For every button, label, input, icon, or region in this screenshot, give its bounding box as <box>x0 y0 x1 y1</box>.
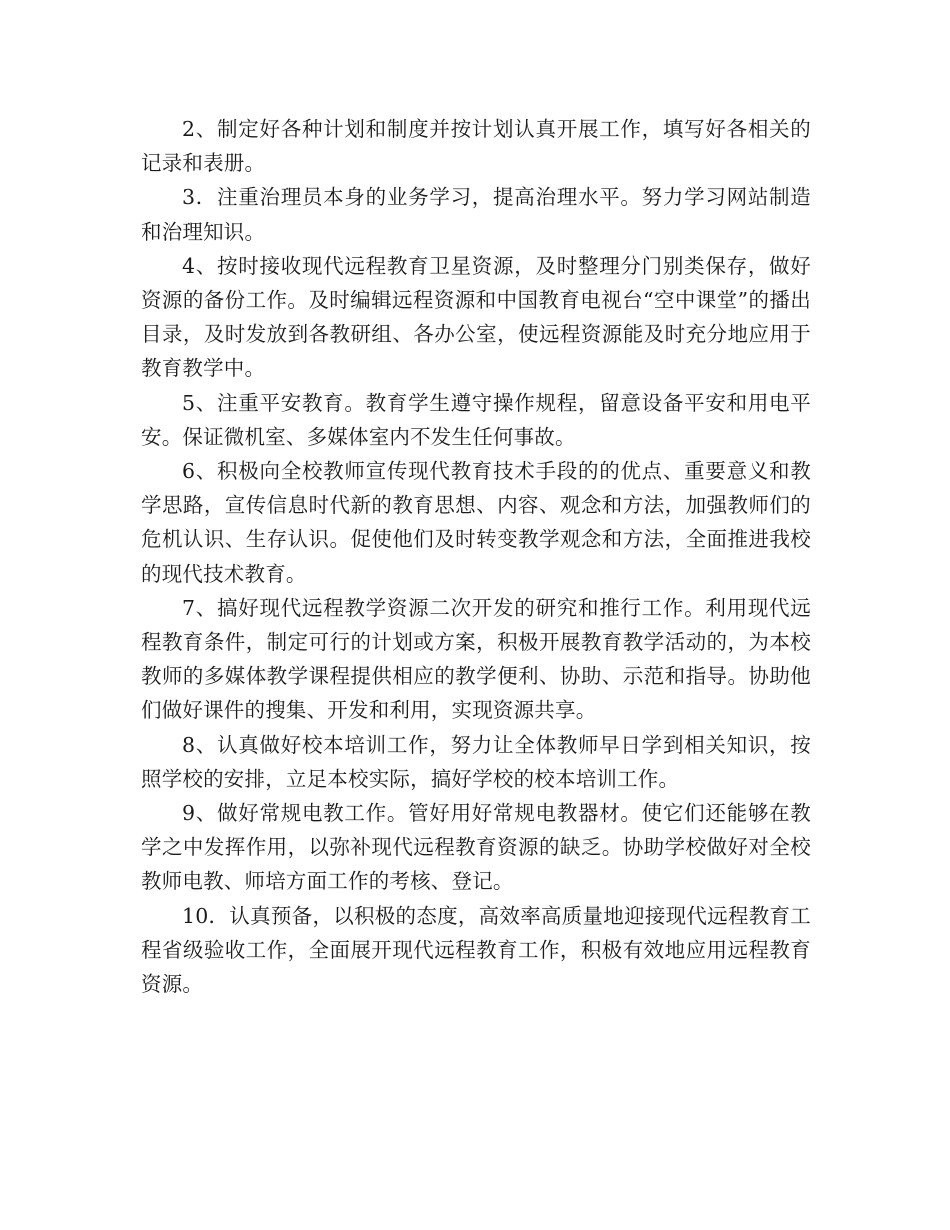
paragraph-item-4: 4、按时接收现代远程教育卫星资源，及时整理分门别类保存，做好资源的备份工作。及时编辑远程资源和中国教育电视台“空中课堂”的播出目录，及时发放到各教研组、各办公室，使远程资源能及时充分地应用于教育教学中。 <box>141 253 811 381</box>
paragraph-item-9: 9、做好常规电教工作。管好用好常规电教器材。使它们还能够在教学之中发挥作用，以弥补现代远程教育资源的缺乏。协助学校做好对全校教师电教、师培方面工作的考核、登记。 <box>141 801 811 894</box>
paragraph-item-5: 5、注重平安教育。教育学生遵守操作规程，留意设备平安和用电平安。保证微机室、多媒体室内不发生任何事故。 <box>141 390 811 449</box>
paragraph-item-7: 7、搞好现代远程教学资源二次开发的研究和推行工作。利用现代远程教育条件，制定可行的计划或方案，积极开展教育教学活动的，为本校教师的多媒体教学课程提供相应的教学便利、协助、示范和指导。协助他们做好课件的搜集、开发和利用，实现资源共享。 <box>141 595 811 723</box>
paragraph-item-8: 8、认真做好校本培训工作，努力让全体教师早日学到相关知识，按照学校的安排，立足本校实际，搞好学校的校本培训工作。 <box>141 732 811 791</box>
paragraph-item-2: 2、制定好各种计划和制度并按计划认真开展工作，填写好各相关的记录和表册。 <box>141 117 811 176</box>
document-body <box>141 112 811 1001</box>
paragraph-item-6: 6、积极向全校教师宣传现代教育技术手段的的优点、重要意义和教学思路，宣传信息时代新的教育思想、内容、观念和方法，加强教师们的危机认识、生存认识。促使他们及时转变教学观念和方法，全面推进我校的现代技术教育。 <box>141 459 811 586</box>
paragraph-item-3: 3．注重治理员本身的业务学习，提高治理水平。努力学习网站制造和治理知识。 <box>141 185 811 244</box>
paragraph-item-10: 10．认真预备，以积极的态度，高效率高质量地迎接现代远程教育工程省级验收工作，全面展开现代远程教育工作，积极有效地应用远程教育资源。 <box>141 903 811 997</box>
